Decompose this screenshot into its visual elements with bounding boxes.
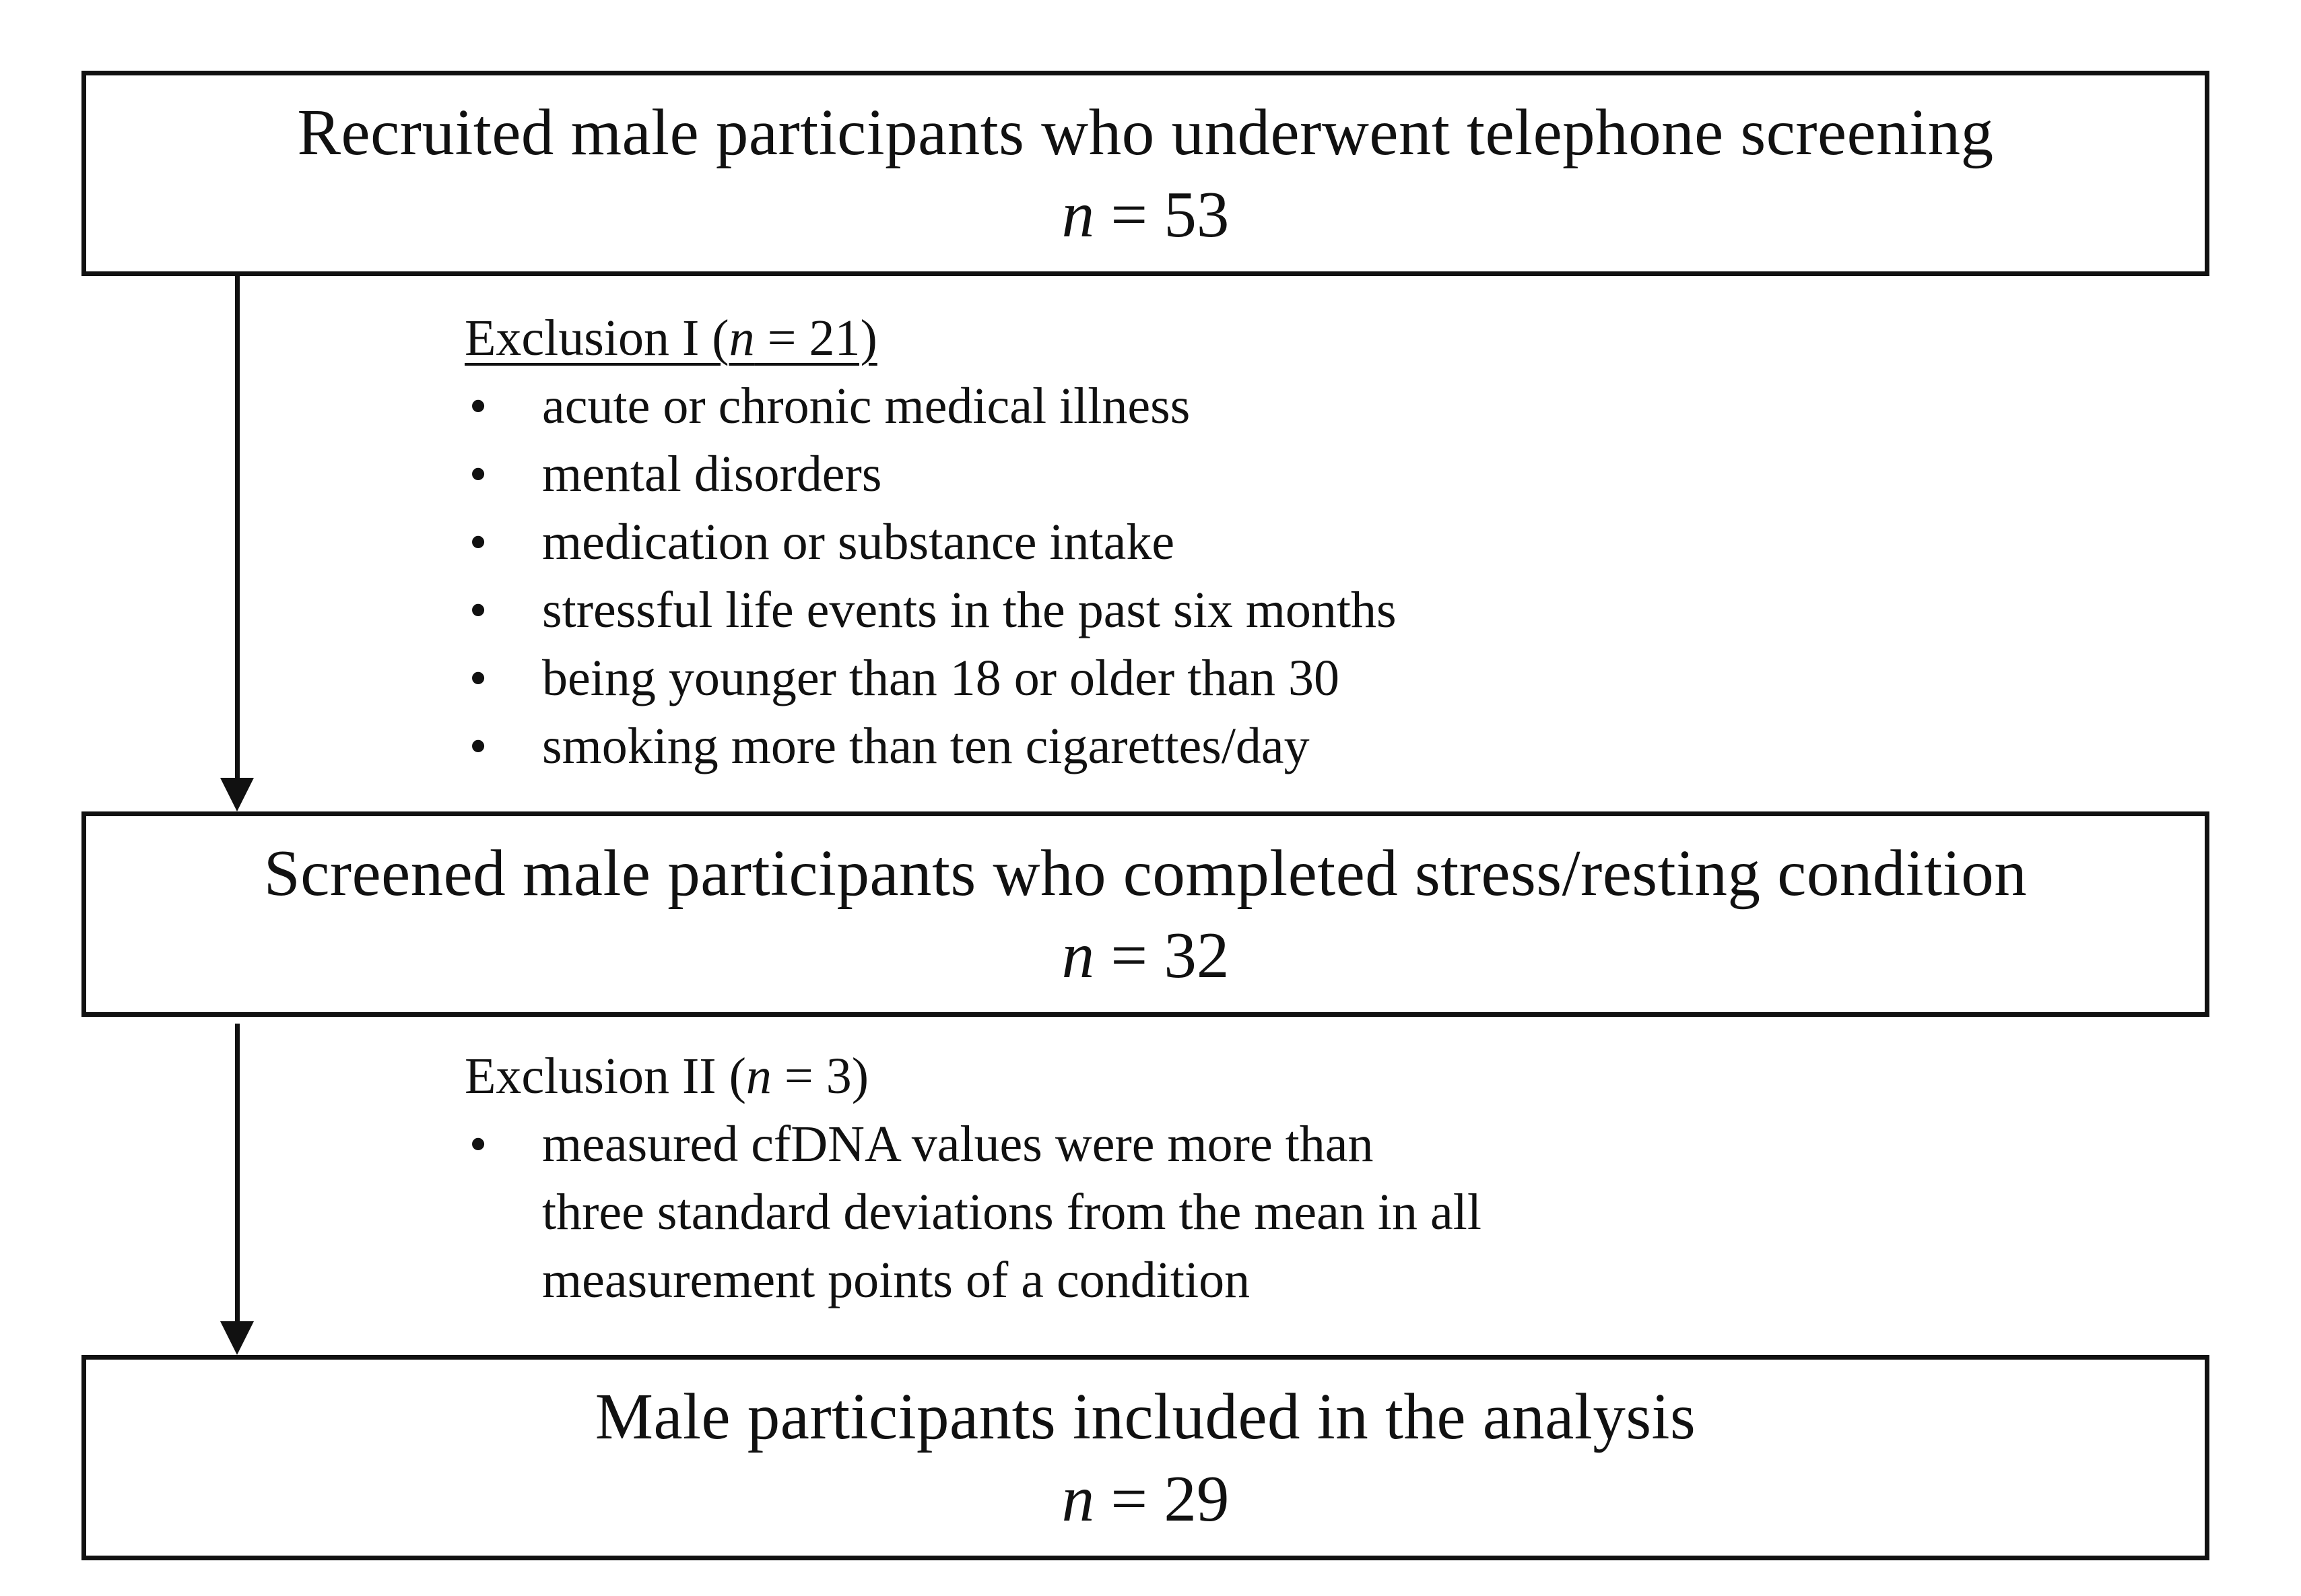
list-item-line: measured cfDNA values were more than bbox=[542, 1116, 1374, 1172]
bullet: • bbox=[469, 514, 488, 570]
n-value: = 53 bbox=[1110, 178, 1230, 251]
bullet: • bbox=[469, 582, 488, 638]
bullet: • bbox=[469, 1116, 488, 1172]
included-participants-box bbox=[81, 1355, 2209, 1560]
exclusion-2-heading bbox=[465, 1042, 1481, 1110]
flow-arrow-2-head bbox=[220, 1321, 254, 1355]
box-count bbox=[1062, 915, 1230, 997]
list-item-text: stressful life events in the past six months bbox=[542, 582, 1397, 638]
list-item bbox=[465, 1110, 1481, 1315]
list-item bbox=[465, 644, 1397, 712]
bullet: • bbox=[469, 446, 488, 502]
bullet: • bbox=[469, 718, 488, 774]
list-item bbox=[465, 508, 1397, 576]
n-symbol: n bbox=[1061, 178, 1095, 251]
n-symbol: n bbox=[745, 1048, 772, 1104]
flow-arrow-1-line bbox=[235, 276, 240, 788]
list-item-text: acute or chronic medical illness bbox=[542, 378, 1191, 434]
n-symbol: n bbox=[729, 310, 755, 366]
box-title: Recruited male participants who underwent telephone screening bbox=[297, 96, 1994, 168]
n-symbol: n bbox=[1061, 1462, 1095, 1535]
flow-arrow-1-head bbox=[220, 778, 254, 811]
n-value: = 29 bbox=[1110, 1462, 1230, 1535]
list-item bbox=[465, 712, 1397, 780]
exclusion-1-block bbox=[465, 304, 1397, 780]
bullet: • bbox=[469, 378, 488, 434]
recruited-participants-box bbox=[81, 71, 2209, 276]
box-count bbox=[1062, 174, 1230, 256]
bullet: • bbox=[469, 650, 488, 706]
exclusion-2-list bbox=[465, 1110, 1481, 1315]
list-item-line: three standard deviations from the mean in all bbox=[542, 1184, 1481, 1240]
list-item bbox=[465, 576, 1397, 644]
n-symbol: n bbox=[1061, 919, 1095, 991]
exclusion-1-list bbox=[465, 372, 1397, 780]
box-title: Screened male participants who completed stress/resting condition bbox=[263, 836, 2028, 909]
list-item-text: being younger than 18 or older than 30 bbox=[542, 650, 1340, 706]
box-title: Male participants included in the analysis bbox=[595, 1380, 1696, 1453]
n-value: = 32 bbox=[1110, 919, 1230, 991]
exclusion-count: = 3) bbox=[771, 1048, 869, 1104]
exclusion-count: = 21) bbox=[754, 310, 877, 366]
list-item-line: measurement points of a condition bbox=[542, 1252, 1250, 1308]
exclusion-heading-prefix: Exclusion I ( bbox=[465, 310, 729, 366]
exclusion-heading-prefix: Exclusion II ( bbox=[465, 1048, 746, 1104]
list-item bbox=[465, 372, 1397, 440]
list-item-text: mental disorders bbox=[542, 446, 882, 502]
box-count bbox=[1062, 1458, 1230, 1540]
list-item-text: smoking more than ten cigarettes/day bbox=[542, 718, 1310, 774]
list-item bbox=[465, 440, 1397, 508]
list-item-text: medication or substance intake bbox=[542, 514, 1175, 570]
flow-arrow-2-line bbox=[235, 1024, 240, 1331]
exclusion-2-block bbox=[465, 1042, 1481, 1315]
list-item-text bbox=[542, 1110, 1481, 1315]
exclusion-1-heading bbox=[465, 304, 1397, 372]
screened-participants-box bbox=[81, 811, 2209, 1017]
